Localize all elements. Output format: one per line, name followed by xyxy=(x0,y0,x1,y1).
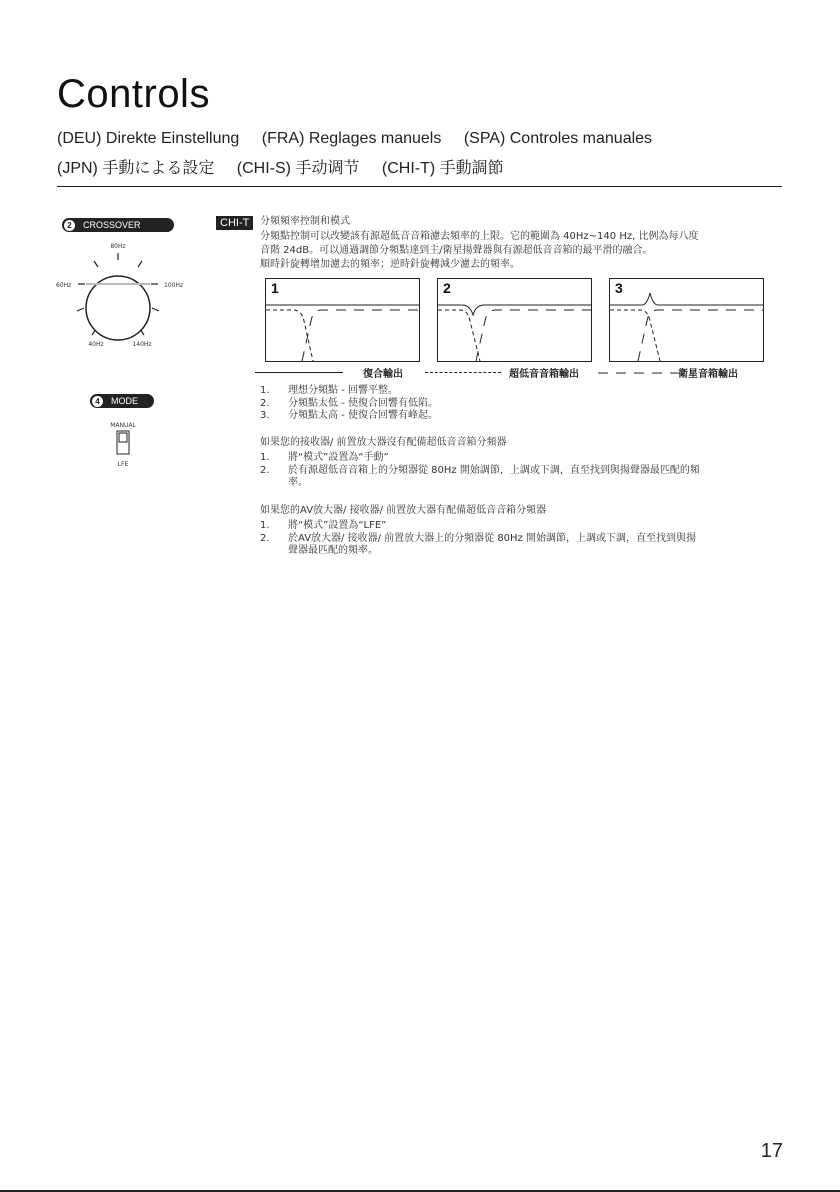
paragraph-line-1: 分頻點控制可以改變該有源超低音音箱濾去頻率的上限。它的範圍為 40Hz~140 Hz, 比例為每八度 xyxy=(260,231,699,242)
language-row-1 xyxy=(57,130,670,148)
header-divider xyxy=(57,186,782,187)
list-item: 1. 將“模式”設置為“手動” xyxy=(260,452,389,463)
response-graph-1 xyxy=(265,278,420,362)
section-3-list xyxy=(260,520,696,558)
legend-label: 復合輸出 xyxy=(363,369,403,380)
response-graph-2 xyxy=(437,278,592,362)
lang-deu: (DEU) Direkte Einstellung xyxy=(57,130,240,147)
dial-label-140hz: 140Hz xyxy=(132,341,152,348)
crossover-effects-list xyxy=(260,385,438,423)
switch-lever[interactable] xyxy=(119,433,127,442)
graph-curves xyxy=(266,279,419,361)
legend-label: 衛星音箱輸出 xyxy=(678,369,738,380)
mode-label-lfe: LFE xyxy=(117,461,129,468)
crossover-badge xyxy=(62,218,174,232)
legend-composite xyxy=(255,365,403,380)
mode-switch[interactable] xyxy=(95,418,151,470)
graph-number: 1 xyxy=(271,280,279,296)
paragraph-line-2: 音階 24dB。可以通過調節分頻點達到主/衛星揚聲器與有源超低音音箱的最平滑的融合。 xyxy=(260,245,653,256)
section-3-heading: 如果您的AV放大器/ 接收器/ 前置放大器有配備超低音音箱分頻器 xyxy=(260,505,547,516)
list-item: 2. 於有源超低音音箱上的分頻器從 80Hz 開始調節，上調或下調，直至找到與揚聲器最匹配的頻 xyxy=(260,464,700,476)
section-heading: 分頻頻率控制和模式 xyxy=(260,216,350,227)
list-item-continuation: 率。 xyxy=(288,477,308,488)
legend-line-dashed xyxy=(425,372,501,373)
legend-subwoofer xyxy=(425,365,579,380)
page-number: 17 xyxy=(760,1140,783,1162)
list-item: 1. 理想分頻點 - 回響平整。 xyxy=(260,385,398,396)
graph-curves xyxy=(610,279,763,361)
dial-label-40hz: 40Hz xyxy=(88,341,104,348)
list-item: 1. 將“模式”設置為“LFE” xyxy=(260,520,387,531)
lang-spa: (SPA) Controles manuales xyxy=(463,130,653,147)
lang-chi-t: (CHI-T) 手動調節 xyxy=(381,160,504,177)
dial-knob[interactable] xyxy=(86,276,150,340)
graph-curves xyxy=(438,279,591,361)
legend-line-solid xyxy=(255,372,343,373)
graph-number: 3 xyxy=(615,280,623,296)
lang-fra: (FRA) Reglages manuels xyxy=(261,130,442,147)
legend-label: 超低音音箱輸出 xyxy=(509,369,579,380)
list-item: 2. 分頻點太低 - 使復合回響有低陷。 xyxy=(260,397,438,409)
mode-label-manual: MANUAL xyxy=(110,422,136,429)
graph-number: 2 xyxy=(443,280,451,296)
response-graph-3 xyxy=(609,278,764,362)
section-2-heading: 如果您的接收器/ 前置放大器沒有配備超低音音箱分頻器 xyxy=(260,437,507,448)
page-title: Controls xyxy=(57,72,210,116)
lang-jpn: (JPN) 手動による設定 xyxy=(57,160,215,177)
dial-label-80hz: 80Hz xyxy=(110,243,126,250)
badge-number: 4 xyxy=(92,396,103,407)
crossover-dial[interactable] xyxy=(52,238,202,350)
badge-label: CROSSOVER xyxy=(83,220,141,230)
language-tag: CHI-T xyxy=(216,216,253,230)
list-item-continuation: 聲器最匹配的頻率。 xyxy=(288,545,378,556)
mode-badge xyxy=(90,394,154,408)
badge-number: 2 xyxy=(64,220,75,231)
legend-satellite xyxy=(598,365,738,380)
badge-label: MODE xyxy=(111,396,138,406)
list-item: 3. 分頻點太高 - 使復合回響有峰起。 xyxy=(260,410,438,421)
paragraph-line-3: 順時針旋轉增加濾去的頻率；逆時針旋轉減少濾去的頻率。 xyxy=(260,259,520,270)
dial-label-100hz: 100Hz xyxy=(164,282,184,289)
lang-chi-s: (CHI-S) 手动调节 xyxy=(236,160,360,177)
language-row-2 xyxy=(57,155,522,178)
list-item: 2. 於AV放大器/ 接收器/ 前置放大器上的分頻器從 80Hz 開始調節，上調或下調，直至找到與揚 xyxy=(260,532,696,544)
legend-line-long-dash xyxy=(598,371,678,375)
dial-label-60hz: 60Hz xyxy=(56,282,72,289)
section-2-list xyxy=(260,452,700,490)
